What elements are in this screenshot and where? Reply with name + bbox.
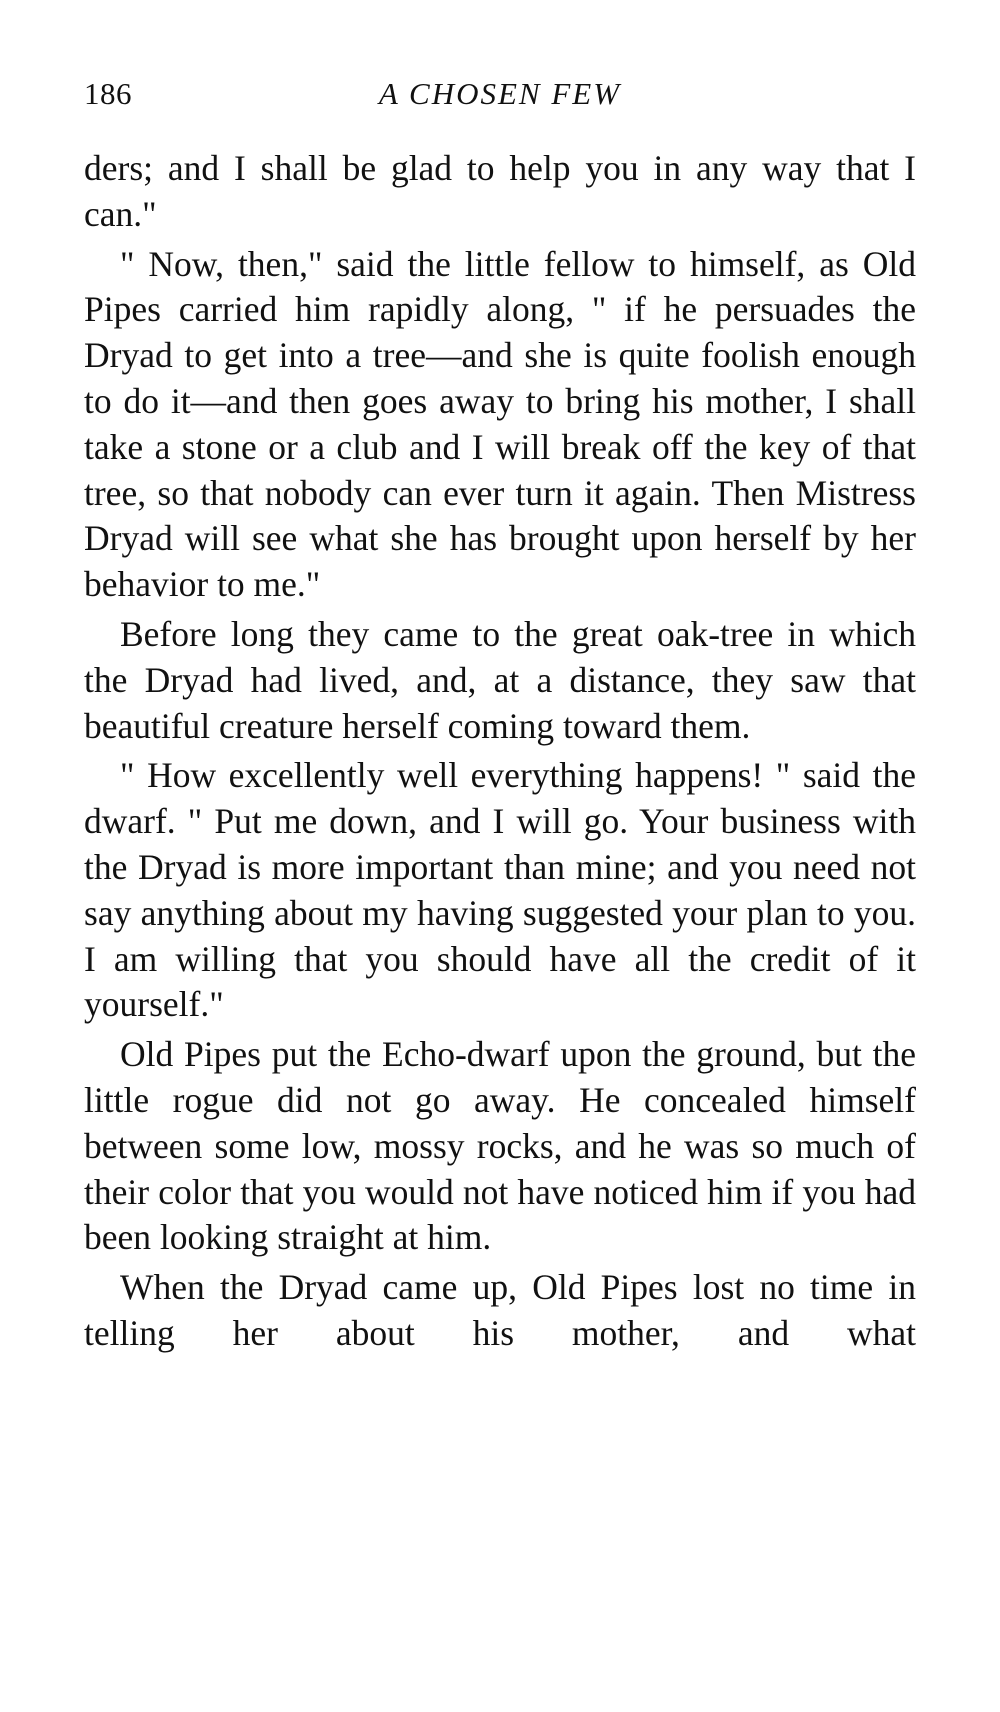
paragraph-dwarf-speech: " How excellently well everything happens! " said the dwarf. " Put me down, and I will go. Your business with the Dryad is more important than mine; and you need not say anything about my having suggested your plan to you. I am willing that you should have all the credit of it yourself." <box>84 755 916 1025</box>
body-text <box>84 146 916 1357</box>
paragraph-dryad-arrives: When the Dryad came up, Old Pipes lost no time in telling her about his mother, and what <box>84 1267 916 1353</box>
paragraph-rogue-hides: Old Pipes put the Echo-dwarf upon the ground, but the little rogue did not go away. He concealed himself between some low, mossy rocks, and he was so much of their color that you would not have noticed him if you had been looking straight at him. <box>84 1034 916 1258</box>
paragraph-continuation: ders; and I shall be glad to help you in any way that I can." <box>84 148 916 234</box>
running-title: A CHOSEN FEW <box>378 76 622 111</box>
page-header <box>0 70 1000 120</box>
page-number: 186 <box>84 76 132 111</box>
paragraph-dwarf-plan: " Now, then," said the little fellow to himself, as Old Pipes carried him rapidly along, " if he persuades the Dryad to get into a tree—and she is quite foolish enough to do it—and then goes away to bring his mother, I shall take a stone or a club and I will break off the key of that tree, so that nobody can ever turn it again. Then Mistress Dryad will see what she has brought upon herself by her behavior to me." <box>84 243 916 605</box>
paragraph-oak-tree: Before long they came to the great oak-tree in which the Dryad had lived, and, at a distance, they saw that beautiful creature herself coming toward them. <box>84 613 916 746</box>
